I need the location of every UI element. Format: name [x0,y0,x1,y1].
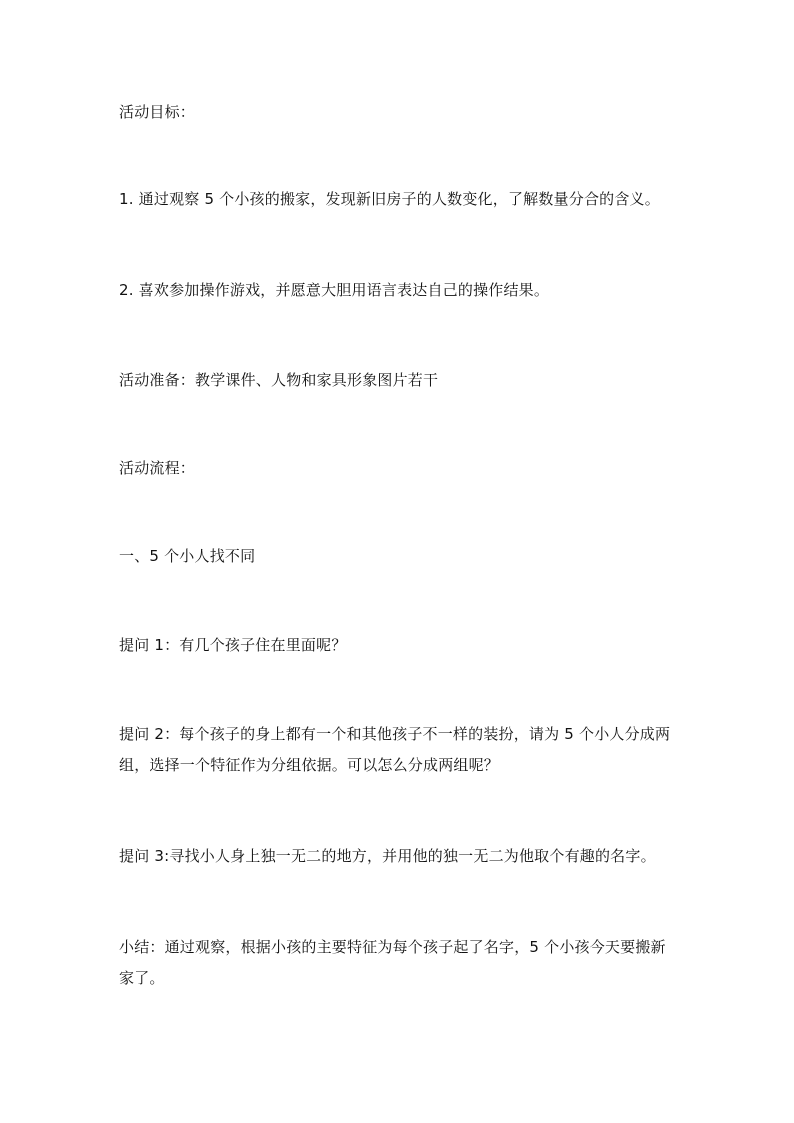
activity-goals-heading: 活动目标： [119,103,196,121]
question-3: 提问 3:寻找小人身上独一无二的地方，并用他的独一无二为他取个有趣的名字。 [119,847,656,865]
activity-process-heading: 活动流程： [119,459,196,477]
goal-item-2: 2. 喜欢参加操作游戏，并愿意大胆用语言表达自己的操作结果。 [119,281,550,299]
question-2: 提问 2：每个孩子的身上都有一个和其他孩子不一样的装扮，请为 5 个小人分成两组，选择一个特征作为分组依据。可以怎么分成两组呢？ [119,725,671,774]
activity-preparation: 活动准备：教学课件、人物和家具形象图片若干 [119,371,439,389]
section-heading-1: 一、5 个小人找不同 [119,547,256,565]
goal-item-1: 1. 通过观察 5 个小孩的搬家，发现新旧房子的人数变化，了解数量分合的含义。 [119,190,660,208]
summary: 小结：通过观察，根据小孩的主要特征为每个孩子起了名字，5 个小孩今天要搬新家了。 [119,938,666,987]
question-1: 提问 1：有几个孩子住在里面呢？ [119,636,347,654]
